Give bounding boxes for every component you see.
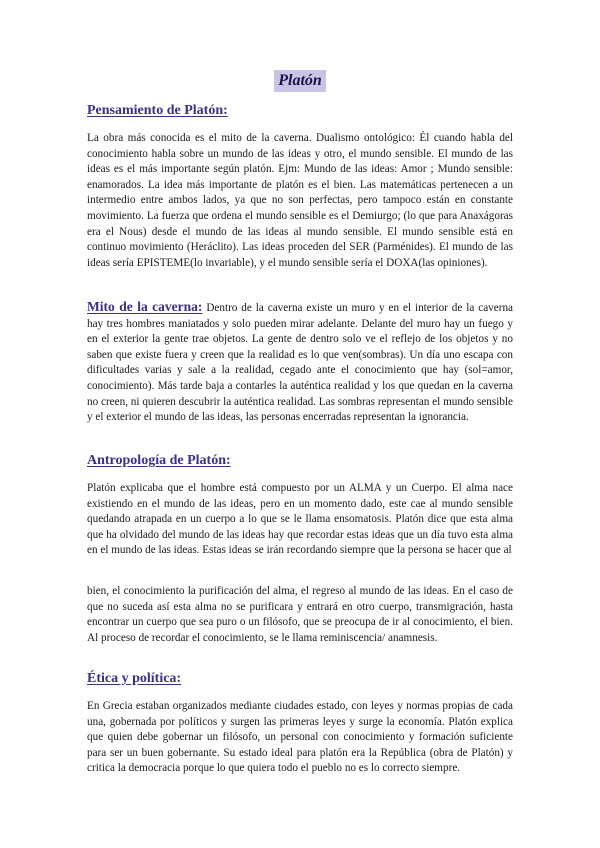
heading-mito: Mito de la caverna:	[87, 299, 203, 314]
paragraph-antropologia-cont: bien, el conocimiento la purificación del alma, el regreso al mundo de las ideas. En el caso de que no suceda así esta alma no se purificara y entrará en otro cuerpo, transmigración, hasta encontrar un cuerpo que sea puro o un filósofo, que se preocupa de ir al conocimiento, el bien. Al proceso de recordar el conocimiento, se le llama reminiscencia/ anamnesis.	[87, 585, 513, 644]
heading-antropologia: Antropología de Platón:	[87, 453, 231, 468]
paragraph-mito	[87, 299, 513, 426]
title-text: Platón	[274, 70, 326, 92]
paragraph-mito-text: Dentro de la caverna existe un muro y en el interior de la caverna hay tres hombres maniatados y solo pueden mirar adelante. Delante del muro hay un fuego y en el exterior la gente trae objetos. La gente de dentro solo ve el reflejo de los objetos y no saben que existe fuera y creen que la realidad es lo que ven(sombras). Un día uno escapa con dificultades varias y sale a la realidad, cegado ante el conocimiento que hay (sol=amor, conocimiento). Más tarde baja a contarles la auténtica realidad y los que quedan en la caverna no creen, ni quieren descubrir la auténtica realidad. Las sombras representan el mundo sensible y el exterior el mundo de las ideas, las personas encerradas representan la ignorancia.	[87, 302, 514, 424]
document-title	[0, 70, 600, 92]
heading-etica: Ética y política:	[87, 671, 182, 686]
paragraph-antropologia: Platón explicaba que el hombre está compuesto por un ALMA y un Cuerpo. El alma nace existiendo en el mundo de las ideas, pero en un momento dado, este cae al mundo sensible quedando atrapada en un cuerpo a lo que se le llama ensomatosis. Platón dice que esta alma que ha olvidado del mundo de las ideas hay que recordar estas ideas que un día tuvo esta alma en el mundo de las ideas. Estas ideas se irán recordando siempre que la persona se hacer que al	[87, 482, 513, 557]
heading-pensamiento: Pensamiento de Platón:	[87, 103, 228, 118]
paragraph-pensamiento: La obra más conocida es el mito de la caverna. Dualismo ontológico: Él cuando habla del conocimiento habla sobre un mundo de las ideas y otro, el mundo sensible. El mundo de las ideas es el más importante según platón. Ejm: Mundo de las ideas: Amor ; Mundo sensible: enamorados. La idea más importante de platón es el bien. Las matemáticas pertenecen a un intermedio entre ambos lados, ya que no son perfectas, pero tampoco están en constante movimiento. La fuerza que ordena el mundo sensible es el Demiurgo; (lo que para Anaxágoras era el Nous) desde el mundo de las ideas al mundo sensible. El mundo sensible está en continuo movimiento (Heráclito). Las ideas proceden del SER (Parménides). El mundo de las ideas sería EPISTEME(lo invariable), y el mundo sensible sería el DOXA(las opiniones).	[87, 132, 513, 269]
paragraph-etica: En Grecia estaban organizados mediante ciudades estado, con leyes y normas propias de cada una, gobernada por políticos y surgen las primeras leyes y surge la economía. Platón explica que quien debe gobernar un filósofo, un personal con conocimiento y formación suficiente para ser un buen gobernante. Su estado ideal para platón era la República (obra de Platón) y critica la democracia porque lo que quiera todo el pueblo no es lo correcto siempre.	[87, 700, 513, 775]
